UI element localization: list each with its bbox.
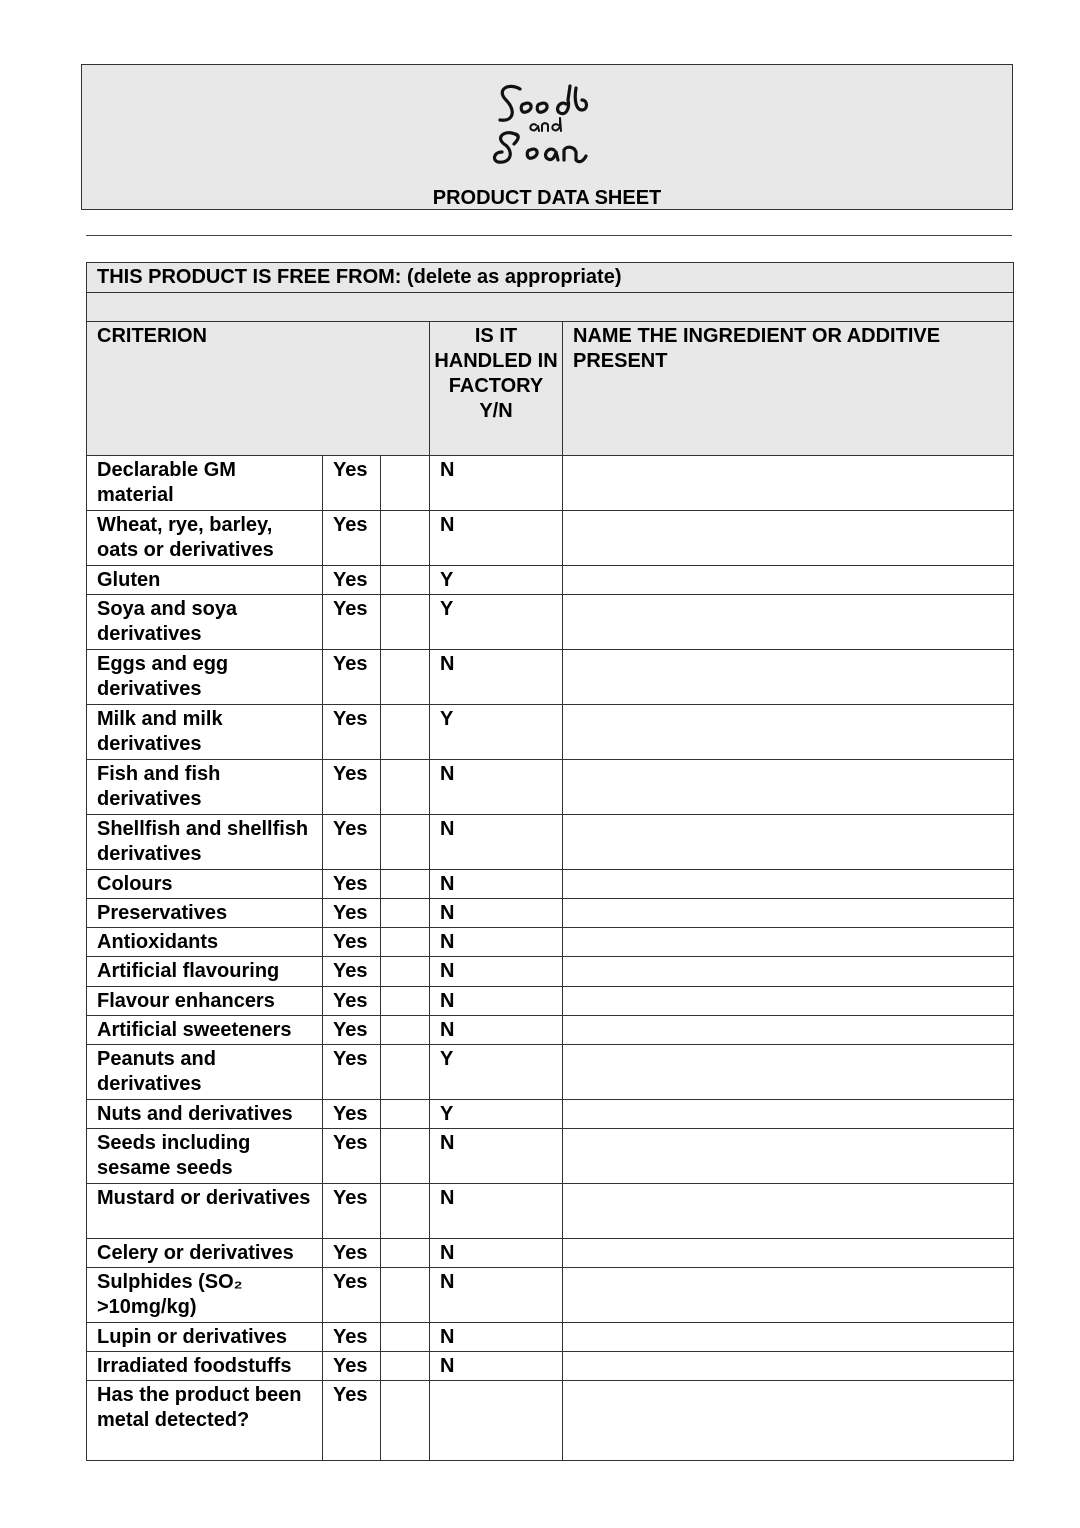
handled-yn-cell: N	[430, 1323, 563, 1352]
delete-option-cell	[381, 1045, 430, 1100]
table-row	[87, 957, 1014, 987]
free-from-banner: THIS PRODUCT IS FREE FROM: (delete as appropriate)	[87, 263, 1014, 293]
ingredient-cell	[563, 1381, 1014, 1461]
delete-option-cell	[381, 987, 430, 1016]
seed-and-bean-logo	[484, 80, 614, 170]
handled-yn-cell: Y	[430, 1045, 563, 1100]
criterion-cell: Fish and fish derivatives	[87, 760, 323, 815]
delete-option-cell	[381, 456, 430, 511]
table-row	[87, 1268, 1014, 1323]
criterion-cell: Has the product been metal detected?	[87, 1381, 323, 1461]
free-from-yes-cell: Yes	[323, 987, 381, 1016]
handled-header-yn: Y/N	[479, 400, 513, 422]
free-from-yes-cell: Yes	[323, 928, 381, 957]
criterion-cell: Wheat, rye, barley, oats or derivatives	[87, 511, 323, 566]
free-from-yes-cell: Yes	[323, 1016, 381, 1045]
table-row	[87, 1100, 1014, 1129]
free-from-yes-cell: Yes	[323, 1239, 381, 1268]
handled-yn-cell: Y	[430, 705, 563, 760]
blank-cell	[87, 293, 1014, 322]
free-from-yes-cell: Yes	[323, 1184, 381, 1239]
criterion-cell: Irradiated foodstuffs	[87, 1352, 323, 1381]
table-row	[87, 987, 1014, 1016]
table-row	[87, 511, 1014, 566]
free-from-yes-cell: Yes	[323, 957, 381, 987]
delete-option-cell	[381, 1184, 430, 1239]
handled-yn-cell: N	[430, 899, 563, 928]
criterion-cell: Mustard or derivatives	[87, 1184, 323, 1239]
free-from-yes-cell: Yes	[323, 1100, 381, 1129]
free-from-yes-cell: Yes	[323, 1045, 381, 1100]
delete-option-cell	[381, 705, 430, 760]
free-from-yes-cell: Yes	[323, 1352, 381, 1381]
criterion-cell: Celery or derivatives	[87, 1239, 323, 1268]
free-from-yes-cell: Yes	[323, 1323, 381, 1352]
ingredient-cell	[563, 1045, 1014, 1100]
divider-line	[86, 235, 1012, 236]
document-title: PRODUCT DATA SHEET	[432, 187, 662, 209]
criterion-cell: Nuts and derivatives	[87, 1100, 323, 1129]
free-from-yes-cell: Yes	[323, 566, 381, 595]
delete-option-cell	[381, 1239, 430, 1268]
ingredient-cell	[563, 1184, 1014, 1239]
column-header-row	[87, 322, 1014, 456]
table-row	[87, 760, 1014, 815]
free-from-yes-cell: Yes	[323, 705, 381, 760]
handled-yn-cell: N	[430, 511, 563, 566]
handled-yn-cell: N	[430, 1239, 563, 1268]
ingredient-cell	[563, 1100, 1014, 1129]
delete-option-cell	[381, 760, 430, 815]
table-row	[87, 870, 1014, 899]
handled-yn-cell: N	[430, 987, 563, 1016]
table-row	[87, 705, 1014, 760]
criterion-cell: Antioxidants	[87, 928, 323, 957]
ingredient-cell	[563, 511, 1014, 566]
criterion-cell: Gluten	[87, 566, 323, 595]
criterion-cell: Preservatives	[87, 899, 323, 928]
ingredient-cell	[563, 899, 1014, 928]
handled-yn-cell: N	[430, 815, 563, 870]
handled-yn-cell: N	[430, 928, 563, 957]
ingredient-cell	[563, 1352, 1014, 1381]
free-from-yes-cell: Yes	[323, 456, 381, 511]
handled-yn-cell: N	[430, 760, 563, 815]
free-from-yes-cell: Yes	[323, 899, 381, 928]
ingredient-cell	[563, 928, 1014, 957]
criterion-cell: Peanuts and derivatives	[87, 1045, 323, 1100]
criterion-cell: Eggs and egg derivatives	[87, 650, 323, 705]
handled-header-label: IS IT HANDLED IN FACTORY	[434, 325, 558, 397]
free-from-yes-cell: Yes	[323, 1268, 381, 1323]
delete-option-cell	[381, 595, 430, 650]
delete-option-cell	[381, 870, 430, 899]
handled-yn-cell: N	[430, 870, 563, 899]
handled-yn-cell: Y	[430, 595, 563, 650]
handled-yn-cell: N	[430, 1352, 563, 1381]
ingredient-cell	[563, 456, 1014, 511]
criterion-header: CRITERION	[87, 322, 430, 456]
handled-header	[430, 322, 563, 456]
free-from-yes-cell: Yes	[323, 595, 381, 650]
ingredient-cell	[563, 815, 1014, 870]
free-from-yes-cell: Yes	[323, 1129, 381, 1184]
delete-option-cell	[381, 650, 430, 705]
table-row	[87, 1129, 1014, 1184]
table-row	[87, 650, 1014, 705]
blank-shaded-row	[87, 293, 1014, 322]
handled-yn-cell: N	[430, 957, 563, 987]
delete-option-cell	[381, 1016, 430, 1045]
handled-yn-cell: Y	[430, 566, 563, 595]
criterion-cell: Shellfish and shellfish derivatives	[87, 815, 323, 870]
free-from-yes-cell: Yes	[323, 815, 381, 870]
ingredient-cell	[563, 1129, 1014, 1184]
handled-yn-cell: N	[430, 1129, 563, 1184]
criterion-cell: Lupin or derivatives	[87, 1323, 323, 1352]
criterion-cell: Colours	[87, 870, 323, 899]
ingredient-cell	[563, 870, 1014, 899]
delete-option-cell	[381, 511, 430, 566]
handled-yn-cell: N	[430, 456, 563, 511]
criterion-cell: Sulphides (SO₂ >10mg/kg)	[87, 1268, 323, 1323]
table-row	[87, 1016, 1014, 1045]
delete-option-cell	[381, 566, 430, 595]
delete-option-cell	[381, 1100, 430, 1129]
ingredient-cell	[563, 1239, 1014, 1268]
free-from-yes-cell: Yes	[323, 511, 381, 566]
handled-yn-cell: N	[430, 1184, 563, 1239]
ingredient-header: NAME THE INGREDIENT OR ADDITIVE PRESENT	[563, 322, 1014, 456]
criterion-cell: Milk and milk derivatives	[87, 705, 323, 760]
table-row	[87, 899, 1014, 928]
delete-option-cell	[381, 1323, 430, 1352]
ingredient-cell	[563, 1323, 1014, 1352]
ingredient-cell	[563, 650, 1014, 705]
criterion-cell: Soya and soya derivatives	[87, 595, 323, 650]
table-row	[87, 815, 1014, 870]
delete-option-cell	[381, 1352, 430, 1381]
handled-yn-cell: N	[430, 1016, 563, 1045]
criterion-cell: Declarable GM material	[87, 456, 323, 511]
table-row	[87, 928, 1014, 957]
delete-option-cell	[381, 1268, 430, 1323]
ingredient-cell	[563, 760, 1014, 815]
delete-option-cell	[381, 815, 430, 870]
ingredient-cell	[563, 1016, 1014, 1045]
ingredient-cell	[563, 957, 1014, 987]
criterion-cell: Artificial flavouring	[87, 957, 323, 987]
ingredient-cell	[563, 1268, 1014, 1323]
free-from-yes-cell: Yes	[323, 1381, 381, 1461]
table-row	[87, 1381, 1014, 1461]
ingredient-cell	[563, 705, 1014, 760]
handled-yn-cell: N	[430, 650, 563, 705]
delete-option-cell	[381, 899, 430, 928]
free-from-yes-cell: Yes	[323, 760, 381, 815]
banner-row	[87, 263, 1014, 293]
table-row	[87, 1184, 1014, 1239]
table-row	[87, 1323, 1014, 1352]
criterion-cell: Artificial sweeteners	[87, 1016, 323, 1045]
table-row	[87, 1239, 1014, 1268]
free-from-table	[86, 262, 1014, 1461]
delete-option-cell	[381, 928, 430, 957]
table-row	[87, 1352, 1014, 1381]
table-row	[87, 595, 1014, 650]
delete-option-cell	[381, 1129, 430, 1184]
table-row	[87, 456, 1014, 511]
handled-yn-cell: N	[430, 1268, 563, 1323]
delete-option-cell	[381, 957, 430, 987]
table-row	[87, 566, 1014, 595]
criterion-cell: Flavour enhancers	[87, 987, 323, 1016]
handled-yn-cell	[430, 1381, 563, 1461]
handled-yn-cell: Y	[430, 1100, 563, 1129]
table-row	[87, 1045, 1014, 1100]
ingredient-cell	[563, 566, 1014, 595]
free-from-yes-cell: Yes	[323, 650, 381, 705]
delete-option-cell	[381, 1381, 430, 1461]
ingredient-cell	[563, 987, 1014, 1016]
criterion-cell: Seeds including sesame seeds	[87, 1129, 323, 1184]
free-from-yes-cell: Yes	[323, 870, 381, 899]
ingredient-cell	[563, 595, 1014, 650]
